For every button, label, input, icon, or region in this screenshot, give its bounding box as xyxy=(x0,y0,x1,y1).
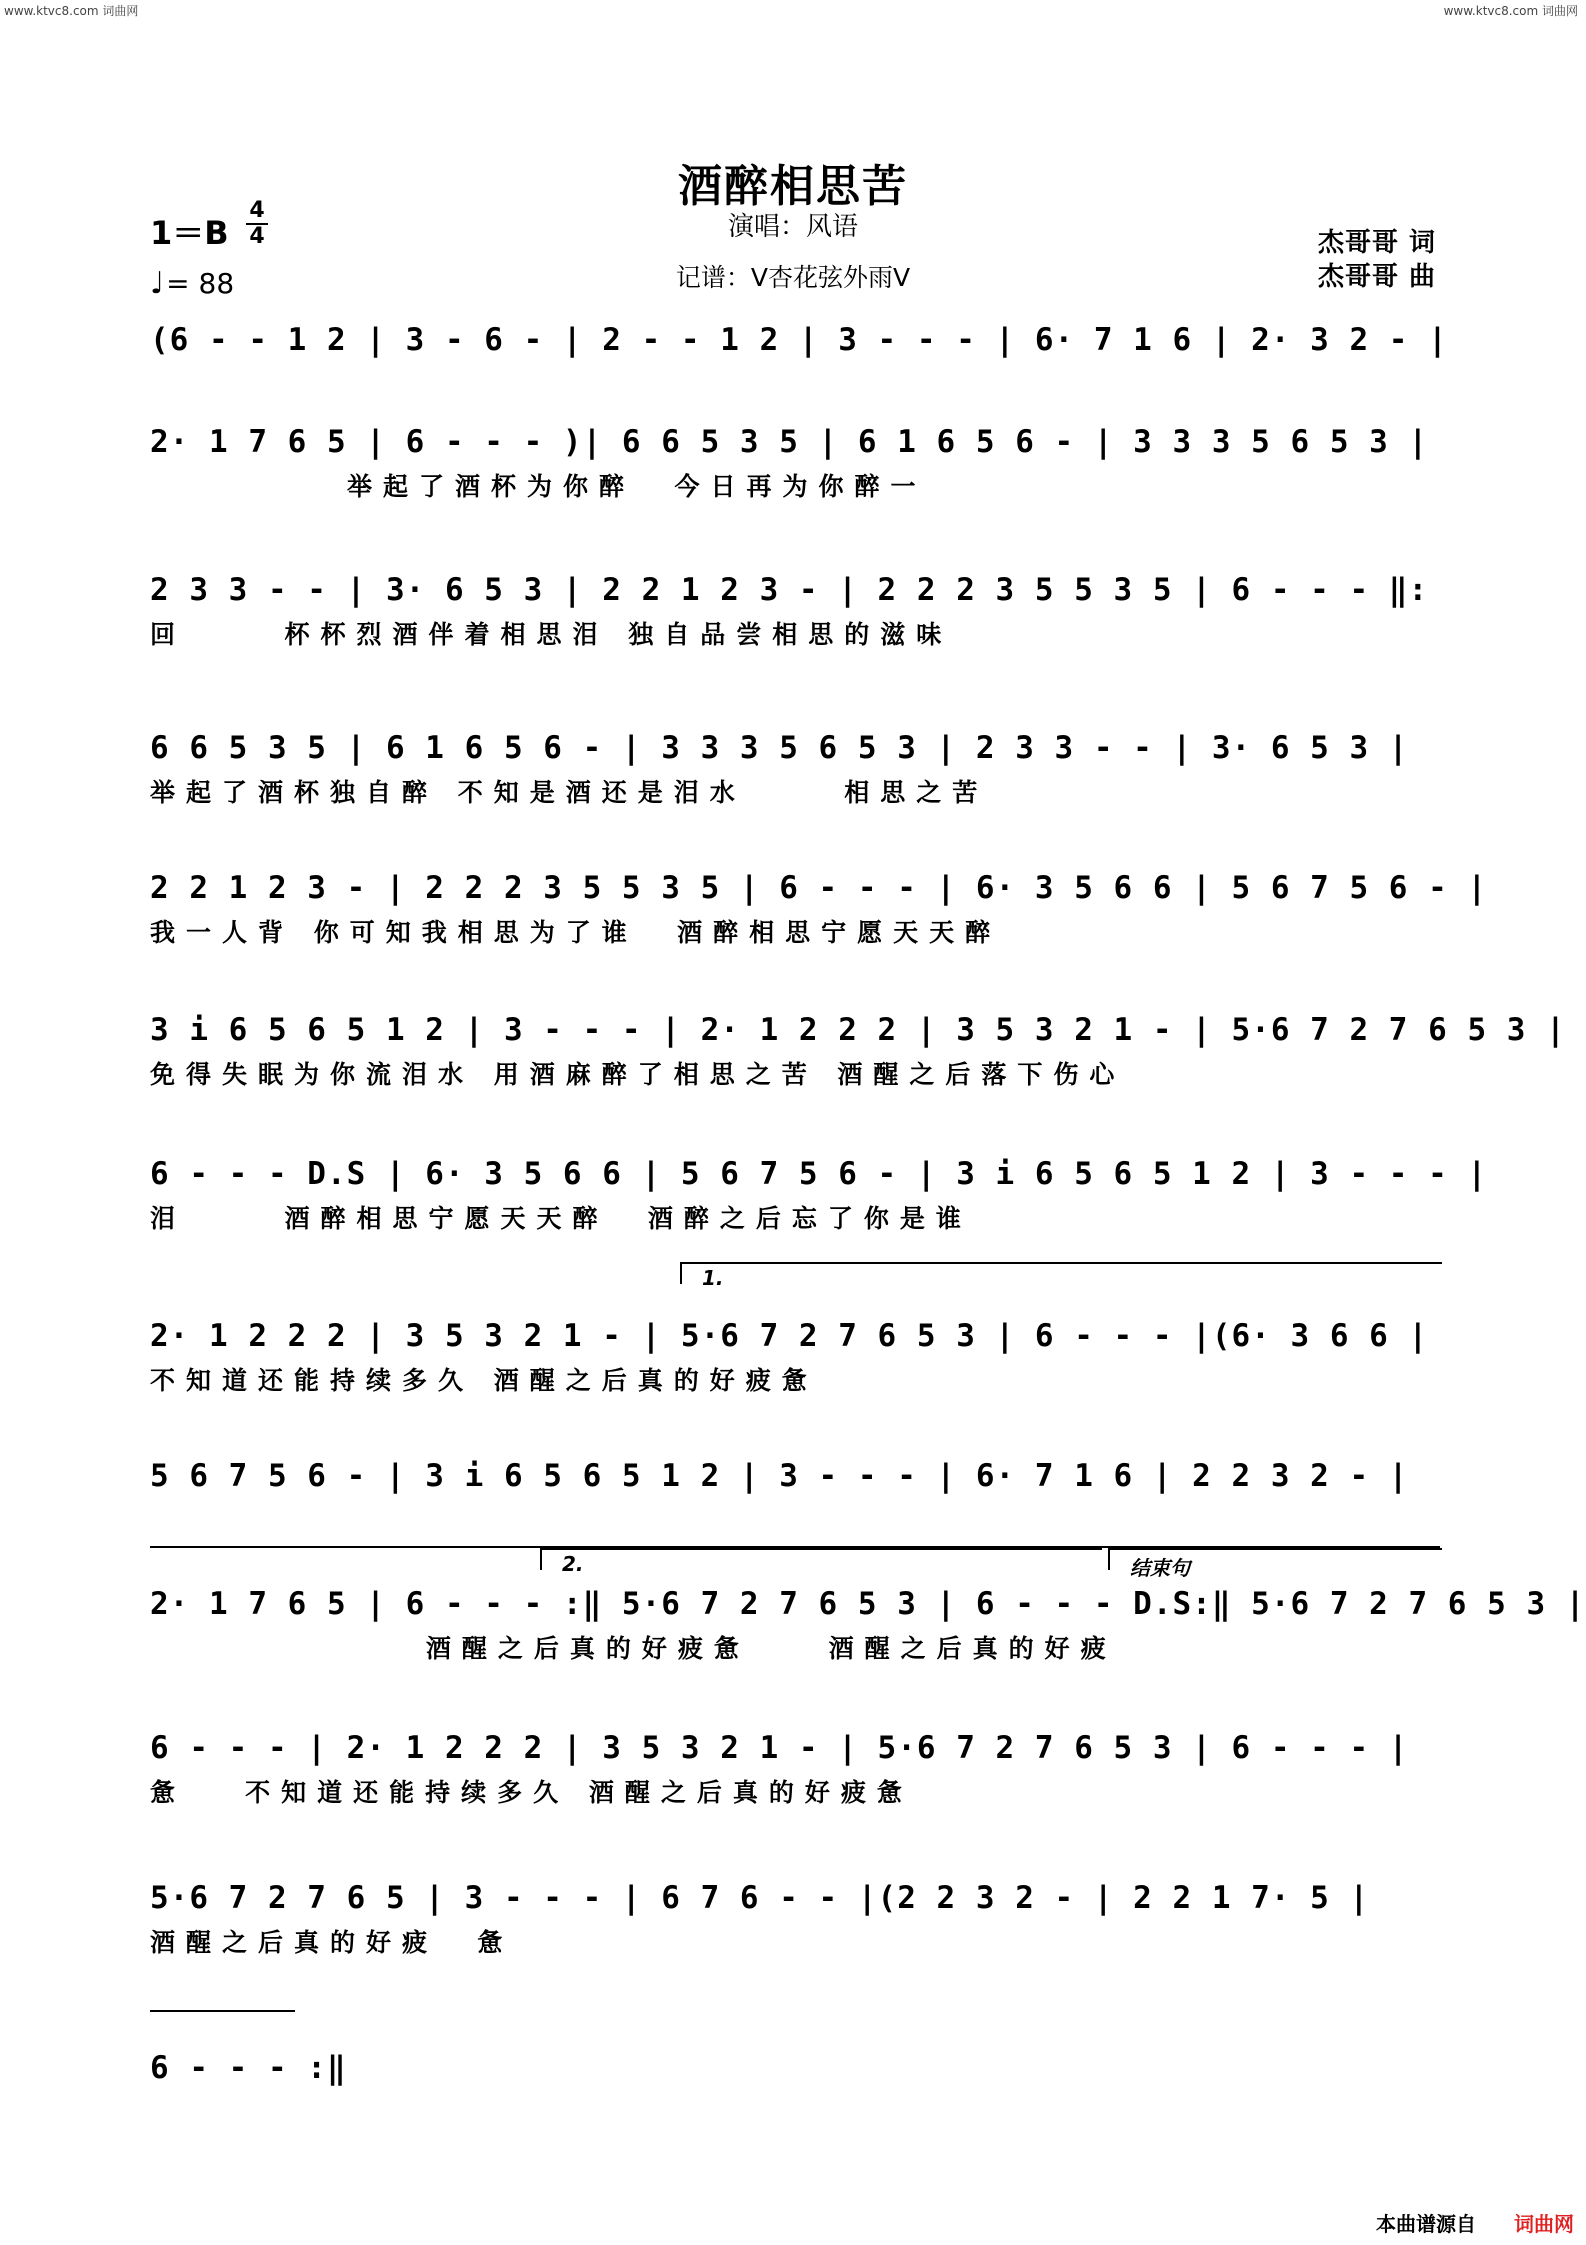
notation-line: 6 6 5 3 5 | 6 1 6 5 6 - | 3 3 3 5 6 5 3 | 2 3 3 - - | 3· 6 5 3 | xyxy=(150,730,1409,766)
score-system-2 xyxy=(150,422,1440,504)
time-signature-top: 4 xyxy=(249,198,265,223)
lyric-line: 举起了酒杯独自醉 不知是酒还是泪水 相思之苦 xyxy=(150,778,989,807)
ending-phrase-bracket xyxy=(1108,1548,1442,1580)
first-ending-bracket xyxy=(680,1262,1442,1290)
score-system-13 xyxy=(150,2048,1440,2088)
tempo-value: = 88 xyxy=(166,267,235,300)
score-system-3 xyxy=(150,570,1440,652)
singer-credit: 演唱：风语 xyxy=(727,212,858,242)
lyric-line: 酒醒之后真的好疲惫 酒醒之后真的好疲 xyxy=(150,1634,1117,1663)
score-system-1 xyxy=(150,320,1448,402)
score-system-7 xyxy=(150,1154,1488,1236)
score-system-4 xyxy=(150,728,1440,810)
lyric-line xyxy=(150,1504,1440,1538)
notation-line: 2· 1 7 6 5 | 6 - - - :‖ 5·6 7 2 7 6 5 3 | 6 - - - D.S:‖ 5·6 7 2 7 6 5 3 | xyxy=(150,1586,1586,1622)
lyric-line: 酒醒之后真的好疲 惫 xyxy=(150,1928,514,1957)
composer-credit: 杰哥哥 曲 xyxy=(1317,262,1436,292)
notation-line: 3 i 6 5 6 5 1 2 | 3 - - - | 2· 1 2 2 2 | 3 5 3 2 1 - | 5·6 7 2 7 6 5 3 | xyxy=(150,1012,1566,1048)
footer-source-text: 本曲谱源自 xyxy=(1376,2212,1476,2236)
notation-line: 2· 1 7 6 5 | 6 - - - )| 6 6 5 3 5 | 6 1 6 5 6 - | 3 3 3 5 6 5 3 | xyxy=(150,424,1429,460)
lyric-line: 回 杯杯烈酒伴着相思泪 独自品尝相思的滋味 xyxy=(150,620,953,649)
notation-line: 2 2 1 2 3 - | 2 2 2 3 5 5 3 5 | 6 - - - | 6· 3 5 6 6 | 5 6 7 5 6 - | xyxy=(150,870,1488,906)
final-bracket-line xyxy=(150,2010,295,2012)
lyric-line: 不知道还能持续多久 酒醒之后真的好疲惫 xyxy=(150,1366,818,1395)
lyric-line xyxy=(150,368,1440,402)
score-system-10 xyxy=(150,1584,1586,1666)
site-watermark-left: www.ktvc8.com 词曲网 xyxy=(4,4,139,18)
score-system-8 xyxy=(150,1316,1440,1398)
score-system-6 xyxy=(150,1010,1566,1092)
lyric-line: 泪 酒醉相思宁愿天天醉 酒醉之后忘了你是谁 xyxy=(150,1204,972,1233)
notation-line: 5 6 7 5 6 - | 3 i 6 5 6 5 1 2 | 3 - - - | 6· 7 1 6 | 2 2 3 2 - | xyxy=(150,1458,1409,1494)
lyric-line: 举起了酒杯为你醉 今日再为你醉一 xyxy=(150,472,927,501)
second-ending-label: 2. xyxy=(562,1552,584,1576)
score-system-5 xyxy=(150,868,1488,950)
notation-line: 5·6 7 2 7 6 5 | 3 - - - | 6 7 6 - - |(2 2 3 2 - | 2 2 1 7· 5 | xyxy=(150,1880,1370,1916)
lyric-line: 惫 不知道还能持续多久 酒醒之后真的好疲惫 xyxy=(150,1778,913,1807)
key-signature: 1＝B xyxy=(150,214,229,252)
first-ending-label: 1. xyxy=(702,1266,724,1290)
time-signature-bottom: 4 xyxy=(249,224,265,249)
notation-line: 2 3 3 - - | 3· 6 5 3 | 2 2 1 2 3 - | 2 2 2 3 5 5 3 5 | 6 - - - ‖: xyxy=(150,572,1429,608)
notation-line: 2· 1 2 2 2 | 3 5 3 2 1 - | 5·6 7 2 7 6 5 3 | 6 - - - |(6· 3 6 6 | xyxy=(150,1318,1429,1354)
notation-line: 6 - - - | 2· 1 2 2 2 | 3 5 3 2 1 - | 5·6 7 2 7 6 5 3 | 6 - - - | xyxy=(150,1730,1409,1766)
notation-line: 6 - - - D.S | 6· 3 5 6 6 | 5 6 7 5 6 - | 3 i 6 5 6 5 1 2 | 3 - - - | xyxy=(150,1156,1488,1192)
song-title: 酒醉相思苦 xyxy=(678,161,908,212)
score-system-9 xyxy=(150,1456,1440,1538)
score-system-11 xyxy=(150,1728,1440,1810)
site-watermark-right: www.ktvc8.com 词曲网 xyxy=(1443,4,1578,18)
transcriber-credit: 记谱：V杏花弦外雨V xyxy=(675,263,911,292)
lyric-line: 免得失眠为你流泪水 用酒麻醉了相思之苦 酒醒之后落下伤心 xyxy=(150,1060,1126,1089)
second-ending-bracket xyxy=(540,1548,1102,1576)
quarter-note-icon: ♩ xyxy=(150,266,165,301)
notation-line: (6 - - 1 2 | 3 - 6 - | 2 - - 1 2 | 3 - - - | 6· 7 1 6 | 2· 3 2 - | xyxy=(150,322,1448,358)
time-signature xyxy=(246,200,268,248)
notation-line: 6 - - - :‖ xyxy=(150,2050,347,2086)
lyricist-credit: 杰哥哥 词 xyxy=(1317,228,1436,258)
lyric-line: 我一人背 你可知我相思为了谁 酒醉相思宁愿天天醉 xyxy=(150,918,1002,947)
footer-site-logo: 词曲网 xyxy=(1514,2212,1574,2236)
tempo-marking xyxy=(150,266,234,301)
score-system-12 xyxy=(150,1878,1440,1960)
ending-phrase-label: 结束句 xyxy=(1130,1556,1190,1580)
